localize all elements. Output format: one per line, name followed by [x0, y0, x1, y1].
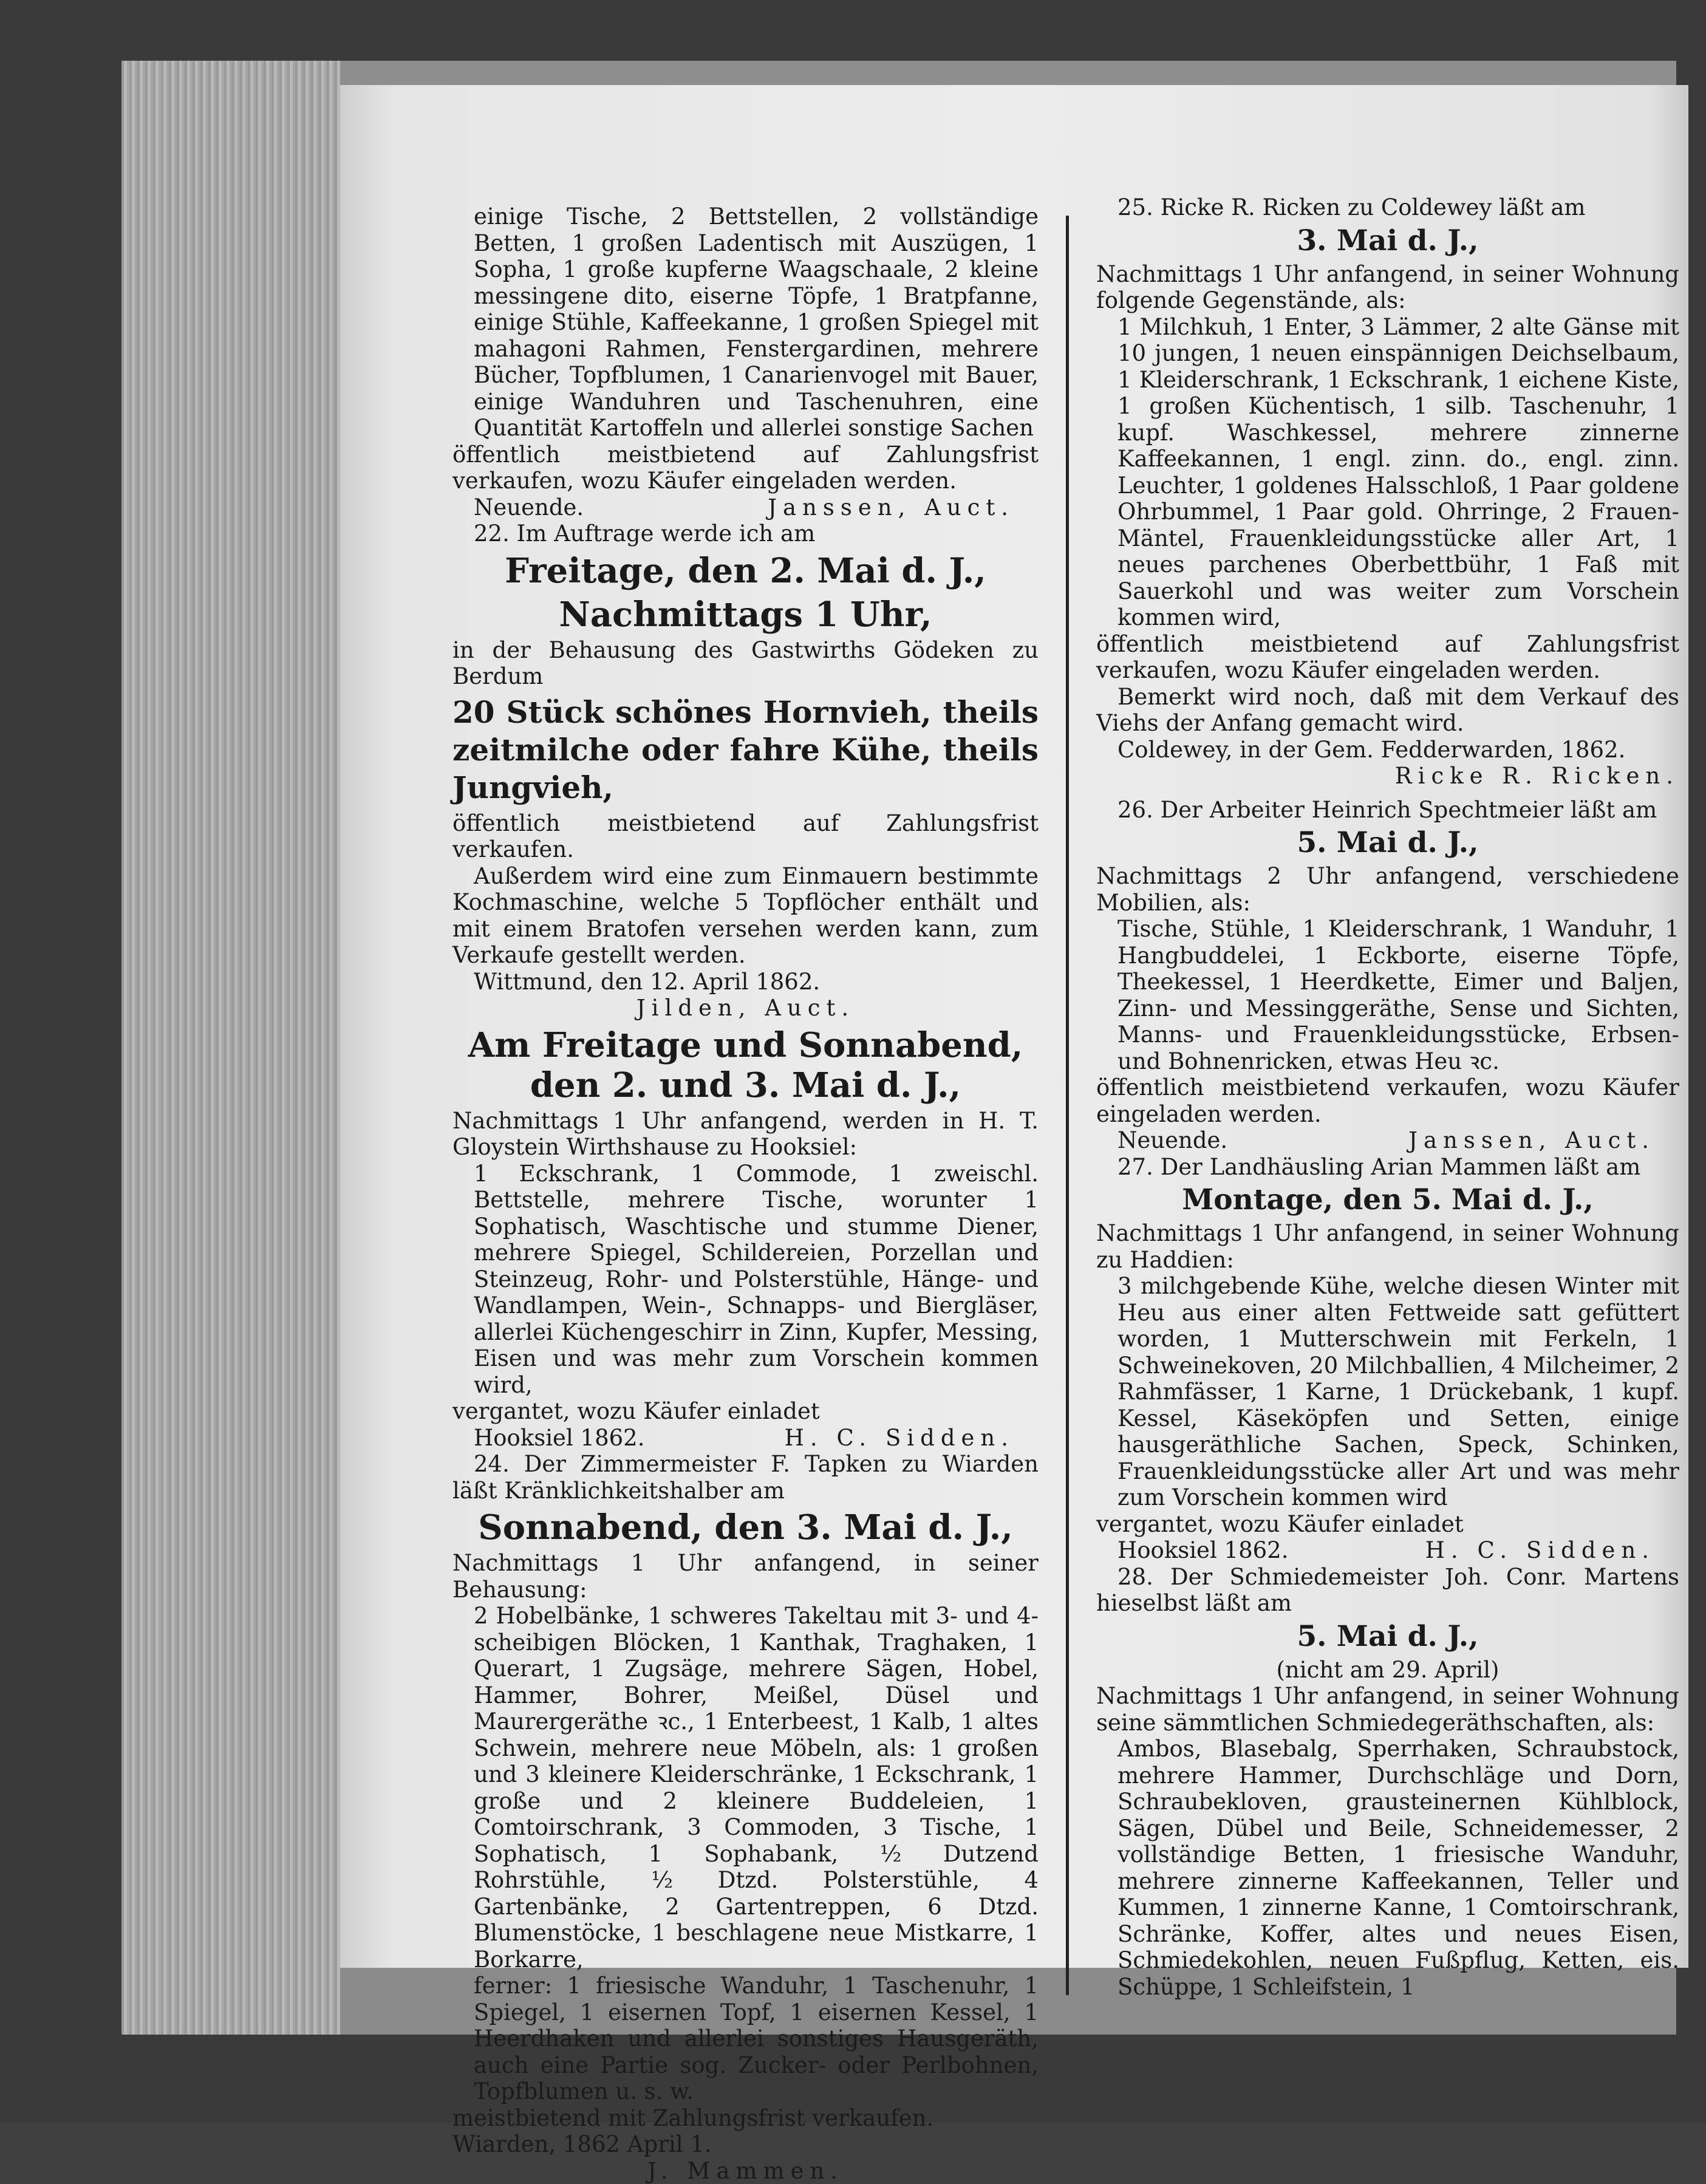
signature-place: Hooksiel 1862. — [1117, 1537, 1288, 1564]
notice-28-subheading: (nicht am 29. April) — [1096, 1657, 1679, 1684]
notice-27-signature — [1096, 1537, 1679, 1564]
notice-28-items: Ambos, Blasebalg, Sperrhaken, Schraubstock, mehrere Hammer, Durchschläge und Dorn, Schraubekloven, grausteinernen Kühlblock, Sägen, Dübel und Beile, Schneidemesser, 2 vollständige Betten, 1 friesische Wanduhr, mehrere zinnerne Kaffeekannen, Teller und Kummen, 1 zinnerne Kanne, 1 Comtoirschrank, Schränke, Koffer, altes und neues Eisen, Schmiedekohlen, neuen Fußpflug, Ketten, eis. Schüppe, 1 Schleifstein, 1 — [1096, 1736, 1679, 2000]
notice-22-intro: 22. Im Auftrage werde ich am — [452, 520, 1039, 547]
notice-27-time: Nachmittags 1 Uhr anfangend, in seiner Wohnung zu Haddien: — [1096, 1220, 1679, 1273]
notice-28-heading: 5. Mai d. J., — [1096, 1619, 1679, 1654]
notice-26-intro: 26. Der Arbeiter Heinrich Spechtmeier läßt am — [1096, 797, 1679, 824]
notice-23-items: 1 Eckschrank, 1 Commode, 1 zweischl. Bettstelle, mehrere Tische, worunter 1 Sophatisch, Waschtische und stumme Diener, mehrere Spiegel, Schildereien, Porzellan und Steinzeug, Rohr- und Polsterstühle, Hänge- und Wandlampen, Wein-, Schnapps- und Biergläser, allerlei Küchengeschirr in Zinn, Kupfer, Messing, Eisen und was mehr zum Vorschein kommen wird, — [452, 1161, 1039, 1399]
signature-place: Neuende. — [474, 494, 584, 521]
notice-24-terms: meistbietend mit Zahlungsfrist verkaufen. — [452, 2105, 1039, 2132]
signature-name: H. C. Sidden. — [1425, 1537, 1655, 1564]
notice-24-heading: Sonnabend, den 3. Mai d. J., — [452, 1507, 1039, 1548]
notice-22-extra: Außerdem wird eine zum Einmauern bestimmte Kochmaschine, welche 5 Topflöcher enthält und mit einem Bratofen versehen werden kann, zum Verkaufe gestellt werden. — [452, 863, 1039, 969]
notice-27-intro: 27. Der Landhäusling Arian Mammen läßt am — [1096, 1154, 1679, 1181]
notice-21-terms: öffentlich meistbietend auf Zahlungsfrist verkaufen, wozu Käufer eingeladen werden. — [452, 442, 1039, 494]
notice-22-signature: Jilden, Auct. — [452, 995, 1039, 1022]
page-stack-edges — [121, 61, 340, 2035]
notice-22-time-heading: Nachmittags 1 Uhr, — [452, 595, 1039, 635]
notice-22-lot-heading: 20 Stück schönes Hornvieh, theils zeitmilche oder fahre Kühe, theils Jungvieh, — [452, 694, 1039, 807]
notice-24-items: 2 Hobelbänke, 1 schweres Takeltau mit 3- und 4-scheibigen Blöcken, 1 Kanthak, Traghaken, 1 Querart, 1 Zugsäge, mehrere Sägen, Hobel, Hammer, Bohrer, Meißel, Düsel und Maurergeräthe ꝛc., 1 Enterbeest, 1 Kalb, 1 altes Schwein, mehrere neue Möbeln, als: 1 großen und 3 kleinere Kleiderschränke, 1 Eckschrank, 1 große und 2 kleinere Buddeleien, 1 Comtoirschrank, 3 Commoden, 3 Tische, 1 Sophatisch, 1 Sophabank, ½ Dutzend Rohrstühle, ½ Dtzd. Polsterstühle, 4 Gartenbänke, 2 Gartentreppen, 6 Dtzd. Blumenstöcke, 1 beschlagene neue Mistkarre, 1 Borkarre, — [452, 1603, 1039, 1973]
spacer — [1096, 790, 1679, 797]
notice-27-terms: vergantet, wozu Käufer einladet — [1096, 1511, 1679, 1538]
notice-21-signature — [452, 494, 1039, 521]
notice-26-heading: 5. Mai d. J., — [1096, 825, 1679, 861]
notice-22-location: in der Behausung des Gastwirths Gödeken zu Berdum — [452, 637, 1039, 690]
signature-place: Neuende. — [1117, 1127, 1227, 1154]
notice-24-date: Wiarden, 1862 April 1. — [452, 2131, 1039, 2158]
notice-25-note: Bemerkt wird noch, daß mit dem Verkauf des Viehs der Anfang gemacht wird. — [1096, 684, 1679, 737]
notice-24-intro: 24. Der Zimmermeister F. Tapken zu Wiarden läßt Kränklichkeitshalber am — [452, 1451, 1039, 1504]
notice-28-time: Nachmittags 1 Uhr anfangend, in seiner Wohnung seine sämmtlichen Schmiedegeräthschaften, als: — [1096, 1683, 1679, 1736]
notice-24-signature: J. Mammen. — [452, 2158, 1039, 2184]
signature-name: H. C. Sidden. — [785, 1425, 1014, 1452]
notice-26-items: Tische, Stühle, 1 Kleiderschrank, 1 Wanduhr, 1 Hangbuddelei, 1 Eckborte, eiserne Töpfe, Theekessel, 1 Heerdkette, Eimer und Baljen, Zinn- und Messinggeräthe, Sense und Sichten, Manns- und Frauenkleidungsstücke, Erbsen- und Bohnenricken, etwas Heu ꝛc. — [1096, 916, 1679, 1074]
notice-26-time: Nachmittags 2 Uhr anfangend, verschiedene Mobilien, als: — [1096, 863, 1679, 916]
notice-25-terms: öffentlich meistbietend auf Zahlungsfrist verkaufen, wozu Käufer eingeladen werden. — [1096, 631, 1679, 684]
notice-23-heading: Am Freitage und Sonnabend, den 2. und 3. Mai d. J., — [452, 1025, 1039, 1105]
notice-26-terms: öffentlich meistbietend verkaufen, wozu Käufer eingeladen werden. — [1096, 1074, 1679, 1127]
notice-24-time: Nachmittags 1 Uhr anfangend, in seiner Behausung: — [452, 1550, 1039, 1603]
notice-25-intro: 25. Ricke R. Ricken zu Coldewey läßt am — [1096, 194, 1679, 221]
notice-22-terms: öffentlich meistbietend auf Zahlungsfrist verkaufen. — [452, 810, 1039, 863]
signature-place: Hooksiel 1862. — [474, 1425, 644, 1452]
notice-25-items: 1 Milchkuh, 1 Enter, 3 Lämmer, 2 alte Gänse mit 10 jungen, 1 neuen einspännigen Deichselbaum, 1 Kleiderschrank, 1 Eckschrank, 1 eichene Kiste, 1 großen Küchentisch, 1 silb. Taschenuhr, 1 kupf. Waschkessel, mehrere zinnerne Kaffeekannen, 1 engl. zinn. do., engl. zinn. Leuchter, 1 goldenes Halsschloß, 1 Paar goldene Ohrbummel, 1 Paar gold. Ohrringe, 2 Frauen-Mäntel, Frauenkleidungsstücke aller Art, 1 neues parchenes Oberbettbühr, 1 Faß mit Sauerkohl und was weiter zum Vorschein kommen wird, — [1096, 314, 1679, 631]
notice-28-intro: 28. Der Schmiedemeister Joh. Conr. Martens hieselbst läßt am — [1096, 1564, 1679, 1617]
left-column — [452, 203, 1039, 2184]
right-column — [1096, 194, 1679, 2000]
notice-25-heading: 3. Mai d. J., — [1096, 224, 1679, 259]
notice-25-time: Nachmittags 1 Uhr anfangend, in seiner Wohnung folgende Gegenstände, als: — [1096, 261, 1679, 314]
notice-27-heading: Montage, den 5. Mai d. J., — [1096, 1182, 1679, 1218]
notice-23-signature — [452, 1425, 1039, 1452]
notice-25-date: Coldewey, in der Gem. Fedderwarden, 1862. — [1096, 737, 1679, 763]
column-divider — [1066, 216, 1069, 1995]
signature-name: Janssen, Auct. — [1408, 1127, 1655, 1154]
notice-23-terms: vergantet, wozu Käufer einladet — [452, 1398, 1039, 1425]
notice-26-signature — [1096, 1127, 1679, 1154]
notice-22-date-heading: Freitage, den 2. Mai d. J., — [452, 551, 1039, 591]
signature-name: Janssen, Auct. — [768, 494, 1014, 521]
notice-22-date: Wittmund, den 12. April 1862. — [452, 969, 1039, 995]
notice-27-items: 3 milchgebende Kühe, welche diesen Winter mit Heu aus einer alten Fettweide satt gefüttert worden, 1 Mutterschwein mit Ferkeln, 1 Schweinekoven, 20 Milchballien, 4 Milcheimer, 2 Rahmfässer, 1 Karne, 1 Drückebank, 1 kupf. Kessel, Käseköpfen und Setten, einige hausgeräthliche Sachen, Speck, Schinken, Frauenkleidungsstücke aller Art und was mehr zum Vorschein kommen wird — [1096, 1273, 1679, 1511]
notice-24-items-more: ferner: 1 friesische Wanduhr, 1 Taschenuhr, 1 Spiegel, 1 eisernen Topf, 1 eisernen Kessel, 1 Heerdhaken und allerlei sonstiges Hausgeräth, auch eine Partie sog. Zucker- oder Perlbohnen, Topfblumen u. s. w. — [452, 1973, 1039, 2105]
notice-23-intro: Nachmittags 1 Uhr anfangend, werden in H. T. Gloystein Wirthshause zu Hooksiel: — [452, 1108, 1039, 1161]
notice-25-signature: Ricke R. Ricken. — [1096, 763, 1679, 790]
notice-21-items: einige Tische, 2 Bettstellen, 2 vollständige Betten, 1 großen Ladentisch mit Auszügen, 1 Sopha, 1 große kupferne Waagschaale, 2 kleine messingene dito, eiserne Töpfe, 1 Bratpfanne, einige Stühle, Kaffeekanne, 1 großen Spiegel mit mahagoni Rahmen, Fenstergardinen, mehrere Bücher, Topfblumen, 1 Canarienvogel mit Bauer, einige Wanduhren und Taschenuhren, eine Quantität Kartoffeln und allerlei sonstige Sachen — [452, 203, 1039, 442]
